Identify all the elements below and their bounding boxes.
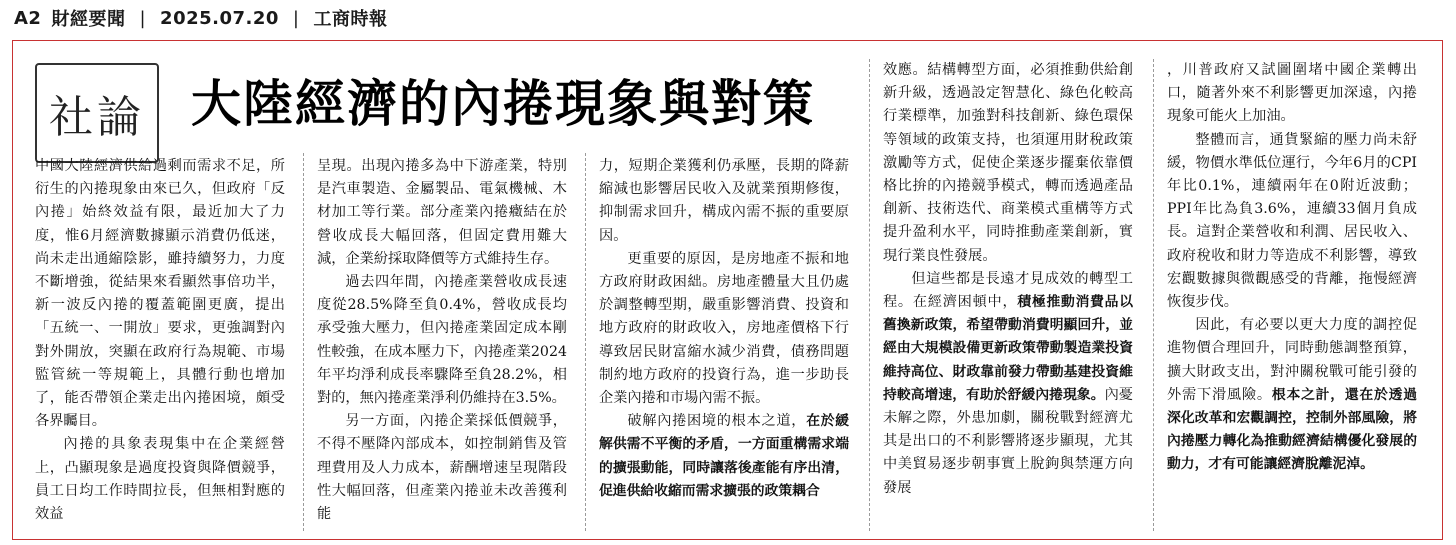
article-paragraph: [1167, 129, 1417, 315]
paragraph-text: 效應。結構轉型方面，必須推動供給創新升級，透過設定智慧化、綠色化較高行業標準，加強對科技創新、綠色環保等領域的政策支持，也須運用財稅政策激勵等方式，促使企業逐步擺棄依靠價格比拚的內捲競爭模式，轉而透過產品創新、技術迭代、商業模式重構等方式提升盈利水平，同時推動產業創新，實現行業良性發展。: [883, 62, 1133, 264]
article-paragraph: [317, 410, 567, 526]
article-paragraph: [599, 248, 849, 410]
article-paragraph: [35, 433, 285, 526]
page-header: [14, 6, 388, 30]
paragraph-text: 因此，有必要以更大力度的調控促進物價合理回升，同時動態調整預算，擴大財政支出，對沖關稅戰可能引發的外需下滑風險。: [1167, 317, 1417, 403]
article-paragraph: [1167, 314, 1417, 476]
paragraph-text: ，川普政府又試圖圍堵中國企業轉出口，隨著外來不利影響更加深遠，內捲現象可能火上加油。: [1167, 62, 1417, 125]
article-column-1: [35, 155, 285, 526]
article-paragraph: [317, 155, 567, 271]
article-paragraph: [1167, 59, 1417, 129]
article-paragraph: [599, 155, 849, 248]
paragraph-text: 呈現。出現內捲多為中下游產業，特別是汽車製造、金屬製品、電氣機械、木材加工等行業。部分產業內捲癥結在於營收成長大幅回落，但固定費用難大減，企業紛採取降價等方式維持生存。: [317, 158, 567, 267]
paragraph-text: 更重要的原因，是房地產不振和地方政府財政困絀。房地產體量大且仍處於調整轉型期，嚴重影響消費、投資和地方政府的財政收入，房地產價格下行導致居民財富縮水減少消費，債務問題制約地方政府的投資行為，進一步助長企業內捲和市場內需不振。: [599, 250, 849, 407]
issue-date: 2025.07.20: [160, 7, 279, 29]
article-column-3: [599, 155, 849, 503]
article-column-4: [883, 59, 1133, 500]
column-divider: [585, 153, 586, 531]
paragraph-text: 破解內捲困境的根本之道，: [627, 413, 807, 430]
article-column-5: [1167, 59, 1417, 477]
article-paragraph: [599, 410, 849, 503]
page-number: A2: [14, 7, 42, 29]
paragraph-bold-text: 根本之計，還在於透過深化改革和宏觀調控，控制外部風險，將內捲壓力轉化為推動經濟結構優化發展的動力，才有可能讓經濟脫離泥淖。: [1167, 386, 1417, 473]
paragraph-bold-text: 在於緩解供需不平衡的矛盾，一方面重構需求端的擴張動能，同時讓落後產能有序出清，促進供給收縮而需求擴張的政策耦合: [599, 413, 849, 499]
article-paragraph: [883, 59, 1133, 268]
paragraph-text: 內憂未解之際，外患加劇，關稅戰對經濟尤其是出口的不利影響將逐步顯現，尤其中美貿易逐步朝事實上脫鉤與禁運方向發展: [883, 386, 1133, 496]
section-name: 財經要聞: [51, 9, 126, 30]
article-paragraph: [35, 155, 285, 433]
article-paragraph: [317, 271, 567, 410]
paragraph-text: 整體而言，通貨緊縮的壓力尚未舒緩，物價水準低位運行，今年6月的CPI年比0.1%，連續兩年在0附近波動；PPI年比為負3.6%，連續33個月負成長。這對企業營收和利潤、居民收入、政府稅收和財力等造成不利影響，導致宏觀數據與微觀感受的背離，拖慢經濟恢復步伐。: [1167, 131, 1417, 311]
paragraph-text: 中國大陸經濟供給過剩而需求不足，所衍生的內捲現象由來已久，但政府「反內捲」始終效益有限，最近加大了力度，惟6月經濟數據顯示消費仍低迷，尚未走出通縮陰影，雖持續努力，力度不斷增強，從結果來看顯然事倍功半，新一波反內捲的覆蓋範圍更廣，提出「五統一、一開放」要求，更強調對內對外開放，突顯在政府行為規範、市場監管統一等規範上，具體行動也增加了，能否帶領企業走出內捲困境，頗受各界矚目。: [35, 158, 285, 430]
column-divider: [303, 153, 304, 531]
header-separator: |: [292, 7, 300, 29]
paragraph-bold-text: 積極推動消費品以舊換新政策，希望帶動消費明顯回升，並經由大規模設備更新政策帶動製造業投資維持高位、財政靠前發力帶動基建投資維持較高增速，有助於舒緩內捲現象。: [883, 294, 1133, 403]
editorial-stamp: 社論: [35, 63, 159, 163]
paragraph-text: 但這些都是長遠才見成效的轉型工程。在經濟困頓中，: [883, 270, 1133, 311]
article-paragraph: [883, 268, 1133, 500]
column-divider: [1153, 59, 1154, 531]
column-divider: [869, 59, 870, 531]
newspaper-name: 工商時報: [313, 9, 388, 30]
article-headline: 大陸經濟的內捲現象與對策: [191, 75, 815, 133]
paragraph-text: 內捲的具象表現集中在企業經營上，凸顯現象是過度投資與降價競爭，員工日均工作時間拉長，但無相對應的效益: [35, 436, 285, 523]
header-separator: |: [139, 7, 147, 29]
paragraph-text: 力，短期企業獲利仍承壓，長期的降薪縮減也影響居民收入及就業預期修復，抑制需求回升，構成內需不振的重要原因。: [599, 158, 849, 244]
paragraph-text: 過去四年間，內捲產業營收成長速度從28.5%降至負0.4%，營收成長均承受強大壓力，但內捲產業固定成本剛性較強，在成本壓力下，內捲產業2024年平均淨利成長率驟降至負28.2%，相對的，無內捲產業淨利仍維持在3.5%。: [317, 274, 567, 407]
article-frame: [12, 40, 1443, 540]
article-column-2: [317, 155, 567, 526]
paragraph-text: 另一方面，內捲企業採低價競爭，不得不壓降內部成本，如控制銷售及管理費用及人力成本，薪酬增速呈現階段性大幅回落，但產業內捲並未改善獲利能: [317, 413, 567, 523]
